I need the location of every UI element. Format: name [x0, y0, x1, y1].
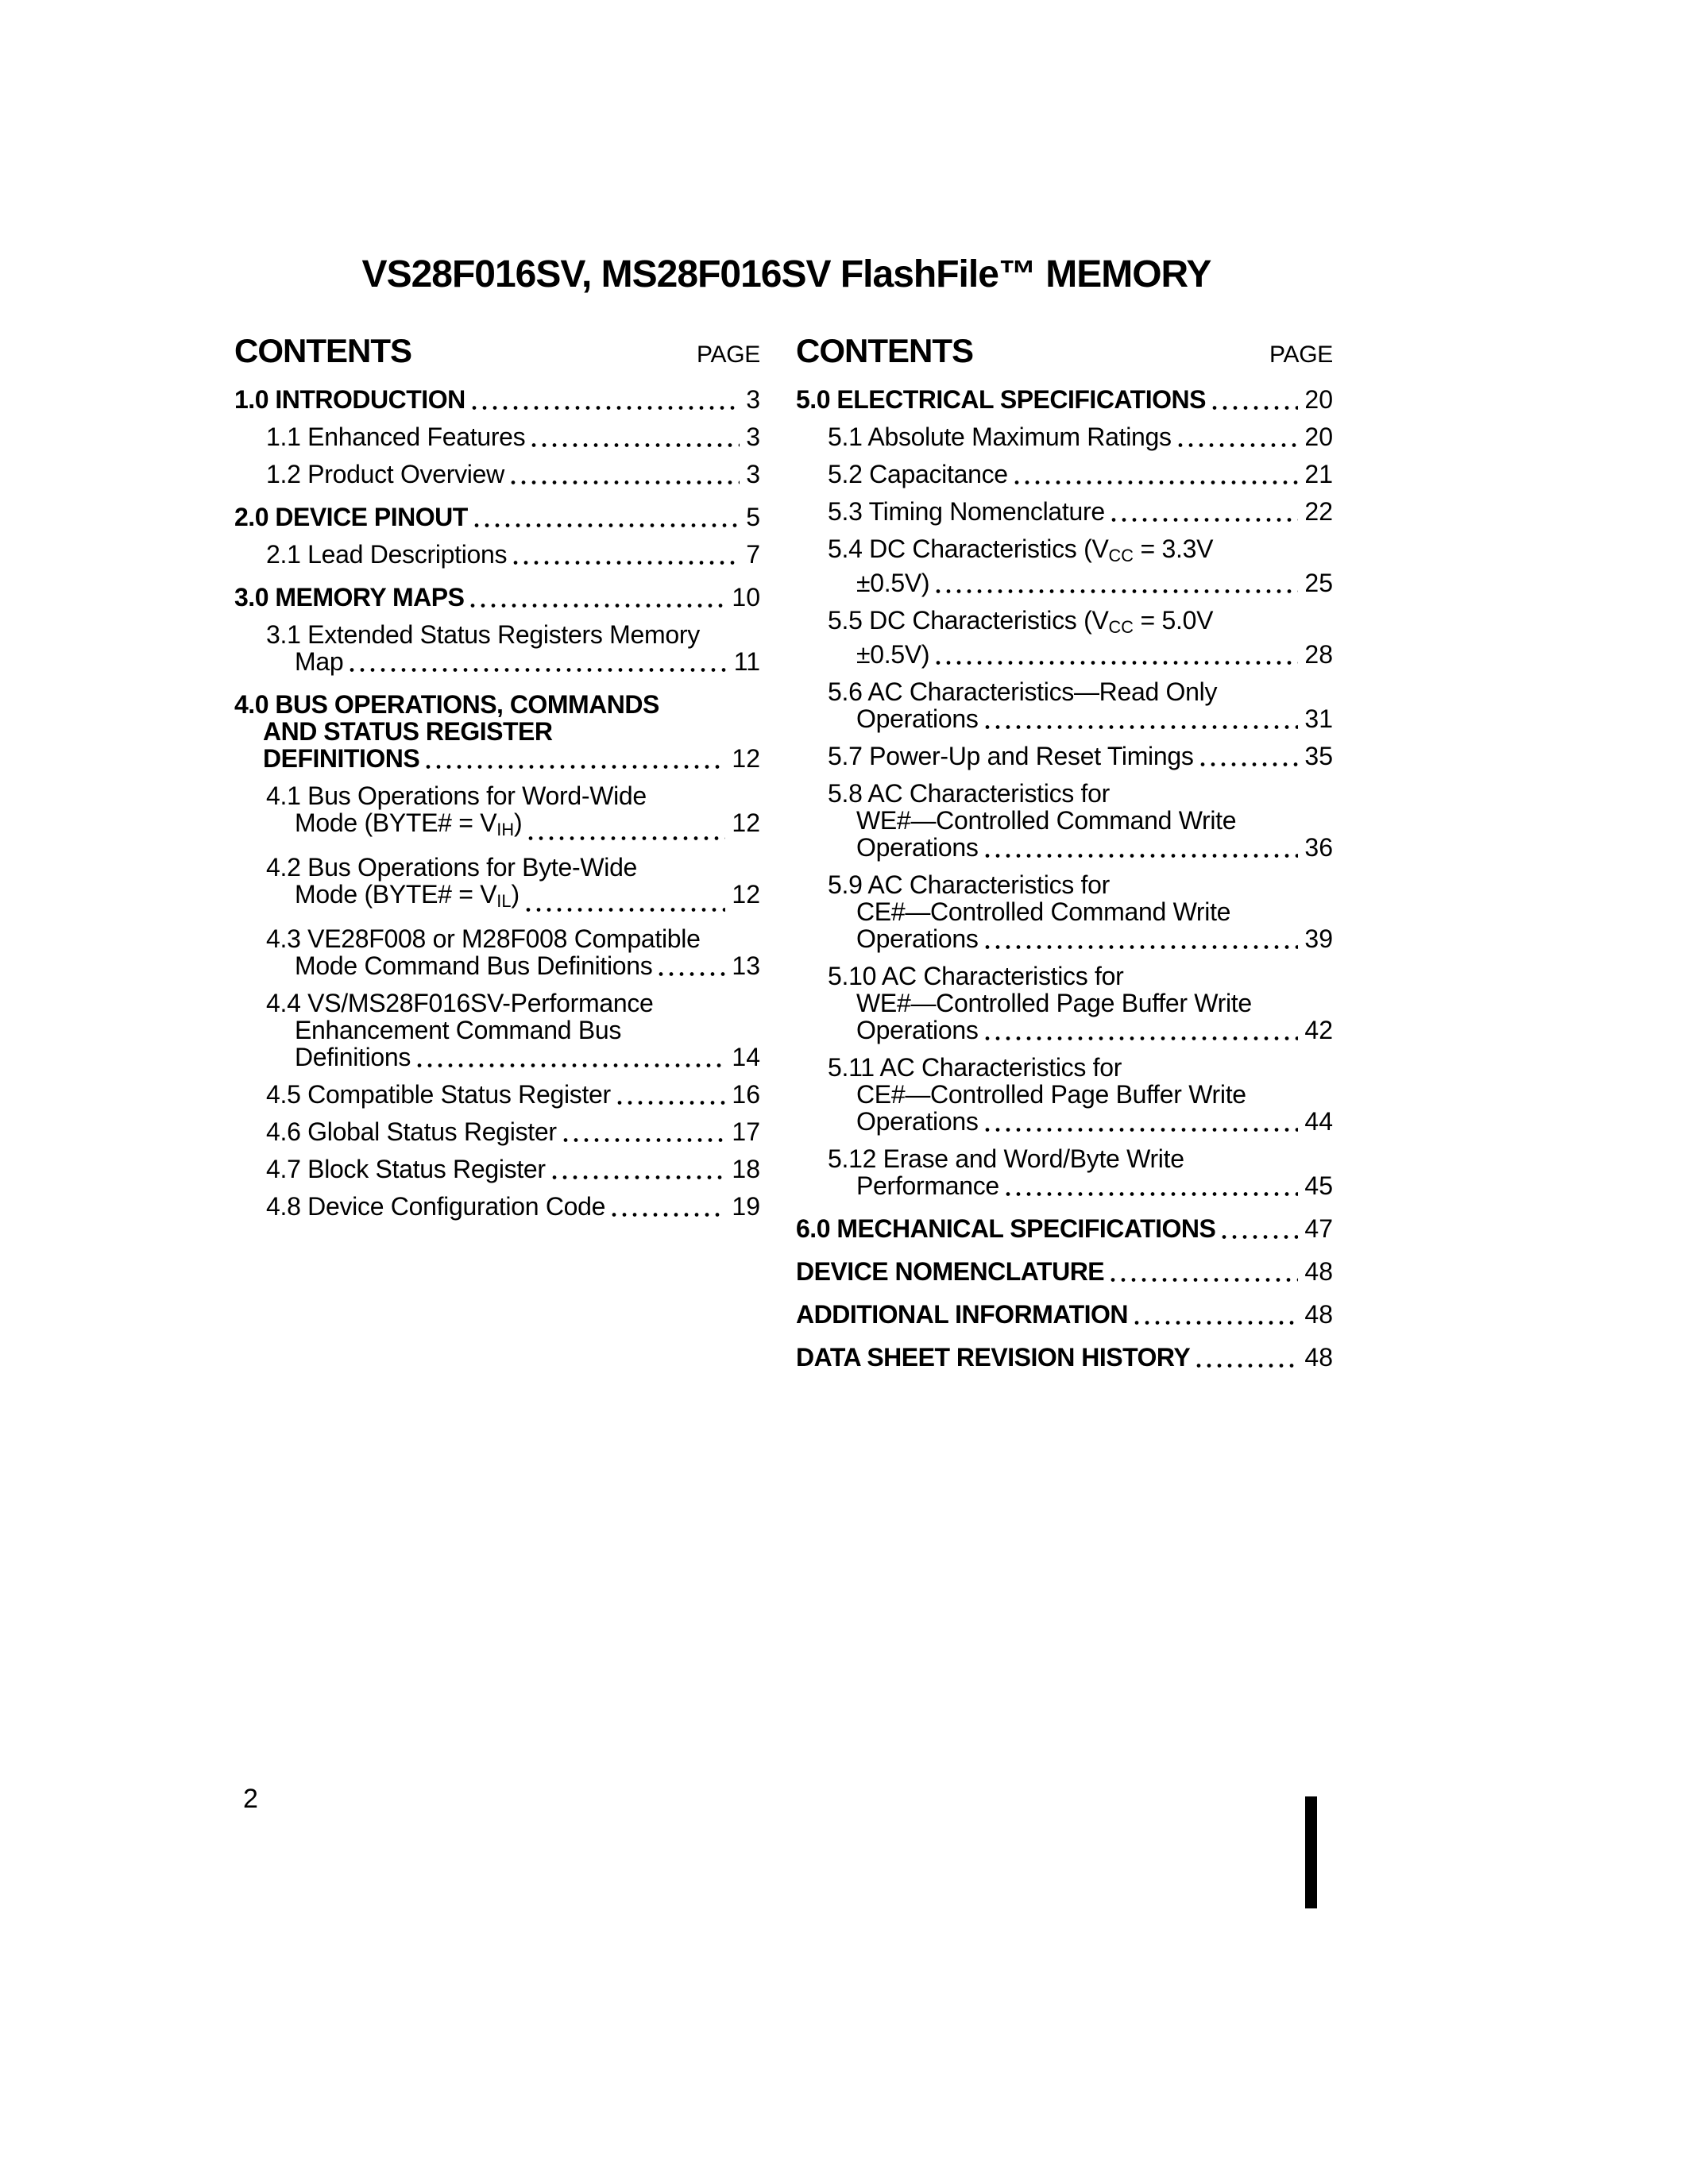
- toc-entry-line: [796, 1215, 1333, 1242]
- toc-entry-text: Enhancement Command Bus: [295, 1015, 622, 1044]
- dot-leader: [612, 1213, 725, 1217]
- toc-entry-text: Definitions: [295, 1042, 411, 1071]
- toc-entry-text: WE#—Controlled Command Write: [856, 805, 1237, 835]
- toc-entry-line: [266, 1118, 760, 1145]
- toc-entry-text: ADDITIONAL INFORMATION: [796, 1299, 1128, 1329]
- dot-leader: [531, 443, 740, 447]
- toc-entry: [234, 423, 760, 450]
- toc-entry-line: [828, 898, 1333, 925]
- toc-page-ref: 48: [1304, 1342, 1333, 1372]
- toc-entry: [796, 743, 1333, 770]
- toc-entry-line: [796, 1344, 1333, 1371]
- toc-column-left: [234, 332, 760, 1230]
- toc-entry: [796, 1301, 1333, 1328]
- toc-entry-line: [828, 743, 1333, 770]
- toc-entry-text: 4.3 VE28F008 or M28F008 Compatible: [266, 924, 701, 953]
- toc-entry-text: DATA SHEET REVISION HISTORY: [796, 1342, 1191, 1372]
- toc-entry-line: [796, 1301, 1333, 1328]
- dot-leader: [1222, 1235, 1298, 1239]
- toc-entry-line: [266, 782, 760, 809]
- toc-entry-line: [796, 1258, 1333, 1285]
- dot-leader: [1212, 406, 1298, 410]
- dot-leader: [1111, 518, 1299, 522]
- toc-entry: [234, 584, 760, 611]
- toc-entry-line: [266, 952, 760, 979]
- toc-entry-line: [234, 691, 760, 718]
- toc-entry-text: 5.8 AC Characteristics for: [828, 778, 1110, 808]
- dot-leader: [659, 972, 725, 976]
- toc-entry-list: [796, 386, 1333, 1371]
- dot-leader: [985, 1036, 1299, 1040]
- dot-leader: [417, 1063, 725, 1067]
- toc-column-right: [796, 332, 1333, 1381]
- toc-entry-line: [266, 1081, 760, 1108]
- dot-leader: [526, 908, 726, 912]
- toc-entry-line: [234, 718, 760, 745]
- page-number: 2: [243, 1784, 258, 1814]
- toc-entry-text: 5.10 AC Characteristics for: [828, 961, 1124, 990]
- toc-page-ref: 35: [1304, 741, 1333, 770]
- toc-page-ref: 20: [1304, 423, 1333, 451]
- toc-entry-line: [266, 541, 760, 568]
- toc-entry-line: [828, 569, 1333, 596]
- toc-entry-line: [828, 1172, 1333, 1199]
- toc-entry-text: 4.1 Bus Operations for Word-Wide: [266, 781, 647, 810]
- toc-entry-text: 5.2 Capacitance: [828, 460, 1008, 488]
- toc-column-header: [234, 332, 760, 370]
- toc-entry-line: [828, 871, 1333, 898]
- dot-leader: [1200, 762, 1299, 766]
- toc-entry-text: Operations: [856, 924, 979, 953]
- toc-entry-text: 5.4 DC Characteristics ($V_{CC} = 3.3V$: [828, 534, 1214, 565]
- toc-entry: [234, 541, 760, 568]
- toc-entry-line: [828, 678, 1333, 705]
- toc-entry-text: 1.0 INTRODUCTION: [234, 385, 465, 414]
- toc-entry: [796, 423, 1333, 450]
- toc-page-ref: 47: [1304, 1214, 1333, 1243]
- toc-entry-text: 5.0 ELECTRICAL SPECIFICATIONS: [796, 385, 1206, 414]
- dot-leader: [513, 561, 740, 565]
- toc-entry: [796, 871, 1333, 952]
- toc-entry: [796, 1344, 1333, 1371]
- toc-entry-text: ±0.5V): [856, 568, 930, 597]
- toc-page-ref: 48: [1304, 1256, 1333, 1286]
- toc-entry-text: Mode Command Bus Definitions: [295, 951, 653, 980]
- toc-entry: [234, 621, 760, 675]
- toc-entry-line: [828, 461, 1333, 488]
- toc-entry-text: 5.9 AC Characteristics for: [828, 870, 1110, 899]
- dot-leader: [617, 1101, 726, 1105]
- dot-leader: [1014, 480, 1299, 484]
- toc-entry: [796, 607, 1333, 668]
- toc-page-ref: 5: [746, 503, 760, 531]
- toc-entry: [234, 461, 760, 488]
- toc-page-ref: 25: [1304, 568, 1333, 597]
- toc-entry-text: 1.1 Enhanced Features: [266, 423, 526, 451]
- toc-page-ref: 7: [746, 540, 760, 569]
- toc-entry-line: [828, 990, 1333, 1017]
- toc-entry-line: [828, 925, 1333, 952]
- toc-entry-line: [266, 1193, 760, 1220]
- toc-entry-line: [266, 990, 760, 1017]
- toc-entry-line: [266, 1017, 760, 1044]
- dot-leader: [552, 1175, 726, 1179]
- toc-page-ref: 14: [732, 1042, 760, 1071]
- toc-entry-text: 3.0 MEMORY MAPS: [234, 583, 465, 612]
- toc-entry-text: 4.0 BUS OPERATIONS, COMMANDS: [234, 690, 659, 719]
- toc-entry-text: CE#—Controlled Command Write: [856, 897, 1231, 926]
- toc-entry: [234, 504, 760, 531]
- dot-leader: [426, 765, 725, 769]
- toc-entry-text: 2.1 Lead Descriptions: [266, 540, 508, 569]
- dot-leader: [472, 406, 740, 410]
- toc-page-ref: 10: [732, 583, 760, 612]
- toc-entry-line: [234, 584, 760, 611]
- dot-leader: [511, 480, 740, 484]
- toc-page-ref: 44: [1304, 1106, 1333, 1136]
- toc-entry: [796, 535, 1333, 596]
- toc-entry-line: [828, 963, 1333, 990]
- toc-page-ref: 42: [1304, 1015, 1333, 1044]
- toc-entry: [234, 854, 760, 915]
- toc-page-ref: 3: [746, 423, 760, 451]
- toc-entry-line: [266, 461, 760, 488]
- toc-entry-text: Operations: [856, 1106, 979, 1136]
- toc-entry-line: [828, 535, 1333, 569]
- toc-entry-text: 4.2 Bus Operations for Byte-Wide: [266, 852, 638, 882]
- toc-entry-line: [266, 1044, 760, 1071]
- dot-leader: [985, 1128, 1299, 1132]
- toc-entry-text: 1.2 Product Overview: [266, 460, 504, 488]
- toc-entry-line: [266, 925, 760, 952]
- page-title: VS28F016SV, MS28F016SV FlashFile™ MEMORY: [361, 253, 1211, 295]
- toc-page-ref: 12: [732, 744, 760, 773]
- dot-leader: [1111, 1278, 1298, 1282]
- contents-heading: CONTENTS: [234, 332, 411, 369]
- toc-entry: [796, 386, 1333, 413]
- toc-page-ref: 31: [1304, 704, 1333, 733]
- toc-entry-line: [828, 807, 1333, 834]
- change-bar-mark: [1305, 1796, 1317, 1908]
- toc-entry: [796, 461, 1333, 488]
- toc-entry-text: 6.0 MECHANICAL SPECIFICATIONS: [796, 1214, 1216, 1243]
- toc-page-ref: 3: [746, 385, 760, 414]
- toc-entry: [234, 1118, 760, 1145]
- toc-entry-text: 5.3 Timing Nomenclature: [828, 497, 1105, 526]
- dot-leader: [1196, 1364, 1298, 1368]
- toc-page-ref: 45: [1304, 1171, 1333, 1200]
- toc-page-ref: 20: [1304, 385, 1333, 414]
- toc-entry-text: Operations: [856, 1015, 979, 1044]
- toc-entry-line: [828, 607, 1333, 641]
- toc-entry-line: [266, 854, 760, 881]
- toc-entry-line: [828, 1081, 1333, 1108]
- toc-entry-line: [828, 1017, 1333, 1044]
- toc-entry-line: [828, 1054, 1333, 1081]
- dot-leader: [985, 854, 1299, 858]
- toc-page-ref: 48: [1304, 1299, 1333, 1329]
- toc-page-ref: 22: [1304, 497, 1333, 526]
- toc-entry-text: 5.12 Erase and Word/Byte Write: [828, 1144, 1184, 1173]
- toc-entry-line: [828, 423, 1333, 450]
- toc-page-ref: 28: [1304, 639, 1333, 669]
- toc-entry-text: Operations: [856, 704, 979, 733]
- toc-entry: [234, 691, 760, 772]
- toc-entry-line: [828, 705, 1333, 732]
- toc-entry-text: 4.4 VS/MS28F016SV-Performance: [266, 988, 654, 1017]
- toc-page-ref: 11: [733, 647, 760, 676]
- contents-heading: CONTENTS: [796, 332, 973, 369]
- toc-entry: [234, 990, 760, 1071]
- toc-entry: [234, 1193, 760, 1220]
- toc-entry: [234, 782, 760, 843]
- dot-leader: [1178, 443, 1299, 447]
- toc-entry-text: 4.6 Global Status Register: [266, 1117, 557, 1146]
- toc-entry-text: DEVICE NOMENCLATURE: [796, 1256, 1105, 1286]
- toc-entry-text: 5.5 DC Characteristics ($V_{CC} = 5.0V$: [828, 605, 1214, 637]
- toc-page-ref: 12: [732, 808, 760, 837]
- toc-entry: [796, 678, 1333, 732]
- toc-entry-line: [828, 498, 1333, 525]
- toc-entry-text: Mode (BYTE# = $V_{IH}$): [295, 808, 523, 839]
- toc-entry-text: 5.6 AC Characteristics—Read Only: [828, 677, 1218, 706]
- dot-leader: [1134, 1321, 1298, 1325]
- page-heading: PAGE: [697, 341, 760, 368]
- toc-entry-text: 5.7 Power-Up and Reset Timings: [828, 741, 1194, 770]
- toc-column-header: [796, 332, 1333, 370]
- toc-page-ref: 16: [732, 1079, 760, 1109]
- dot-leader: [936, 661, 1298, 665]
- toc-entry: [234, 1081, 760, 1108]
- toc-entry-text: Operations: [856, 832, 979, 862]
- toc-entry-line: [266, 809, 760, 843]
- toc-entry-text: 2.0 DEVICE PINOUT: [234, 503, 468, 531]
- toc-entry: [234, 1156, 760, 1183]
- toc-page-ref: 17: [732, 1117, 760, 1146]
- toc-entry-line: [266, 1156, 760, 1183]
- toc-entry-text: 4.7 Block Status Register: [266, 1154, 546, 1183]
- toc-page-ref: 21: [1304, 460, 1333, 488]
- toc-entry-text: 3.1 Extended Status Registers Memory: [266, 620, 700, 649]
- toc-entry-text: CE#—Controlled Page Buffer Write: [856, 1079, 1246, 1109]
- toc-entry-text: 5.11 AC Characteristics for: [828, 1052, 1122, 1082]
- toc-entry: [796, 963, 1333, 1044]
- toc-entry-line: [828, 1145, 1333, 1172]
- dot-leader: [985, 725, 1299, 729]
- toc-entry-line: [234, 745, 760, 772]
- toc-entry-line: [266, 881, 760, 915]
- toc-entry: [796, 1258, 1333, 1285]
- page-heading: PAGE: [1269, 341, 1333, 368]
- toc-entry-text: WE#—Controlled Page Buffer Write: [856, 988, 1252, 1017]
- toc-page-ref: 3: [746, 460, 760, 488]
- dot-leader: [563, 1138, 726, 1142]
- dot-leader: [1006, 1192, 1299, 1196]
- toc-entry: [796, 780, 1333, 861]
- toc-entry-text: 5.1 Absolute Maximum Ratings: [828, 423, 1172, 451]
- dot-leader: [470, 604, 725, 608]
- toc-entry: [796, 1145, 1333, 1199]
- dot-leader: [936, 589, 1298, 593]
- dot-leader: [985, 945, 1299, 949]
- toc-entry-text: DEFINITIONS: [263, 744, 420, 773]
- toc-page-ref: 13: [732, 951, 760, 980]
- toc-entry-text: ±0.5V): [856, 639, 930, 669]
- toc-entry: [796, 498, 1333, 525]
- toc-page-ref: 36: [1304, 832, 1333, 862]
- toc-entry-line: [828, 641, 1333, 668]
- dot-leader: [350, 668, 727, 672]
- toc-entry-line: [266, 648, 760, 675]
- toc-entry-text: Map: [295, 647, 344, 676]
- toc-entry-line: [266, 621, 760, 648]
- toc-entry-line: [266, 423, 760, 450]
- toc-entry-line: [828, 834, 1333, 861]
- toc-entry: [234, 386, 760, 413]
- toc-entry-line: [828, 1108, 1333, 1135]
- toc-entry: [796, 1054, 1333, 1135]
- toc-page-ref: 12: [732, 879, 760, 909]
- toc-entry-line: [828, 780, 1333, 807]
- toc-page-ref: 18: [732, 1154, 760, 1183]
- toc-entry-text: 4.8 Device Configuration Code: [266, 1191, 606, 1221]
- toc-entry-line: [234, 504, 760, 531]
- dot-leader: [528, 836, 725, 840]
- toc-entry-list: [234, 386, 760, 1220]
- dot-leader: [474, 523, 740, 527]
- toc-entry-text: Mode (BYTE# = $V_{IL}$): [295, 879, 520, 911]
- toc-entry-text: AND STATUS REGISTER: [263, 717, 553, 746]
- toc-entry-line: [796, 386, 1333, 413]
- toc-entry-text: Performance: [856, 1171, 999, 1200]
- toc-entry: [234, 925, 760, 979]
- toc-page-ref: 39: [1304, 924, 1333, 953]
- toc-page-ref: 19: [732, 1191, 760, 1221]
- toc-entry: [796, 1215, 1333, 1242]
- toc-entry-line: [234, 386, 760, 413]
- toc-entry-text: 4.5 Compatible Status Register: [266, 1079, 611, 1109]
